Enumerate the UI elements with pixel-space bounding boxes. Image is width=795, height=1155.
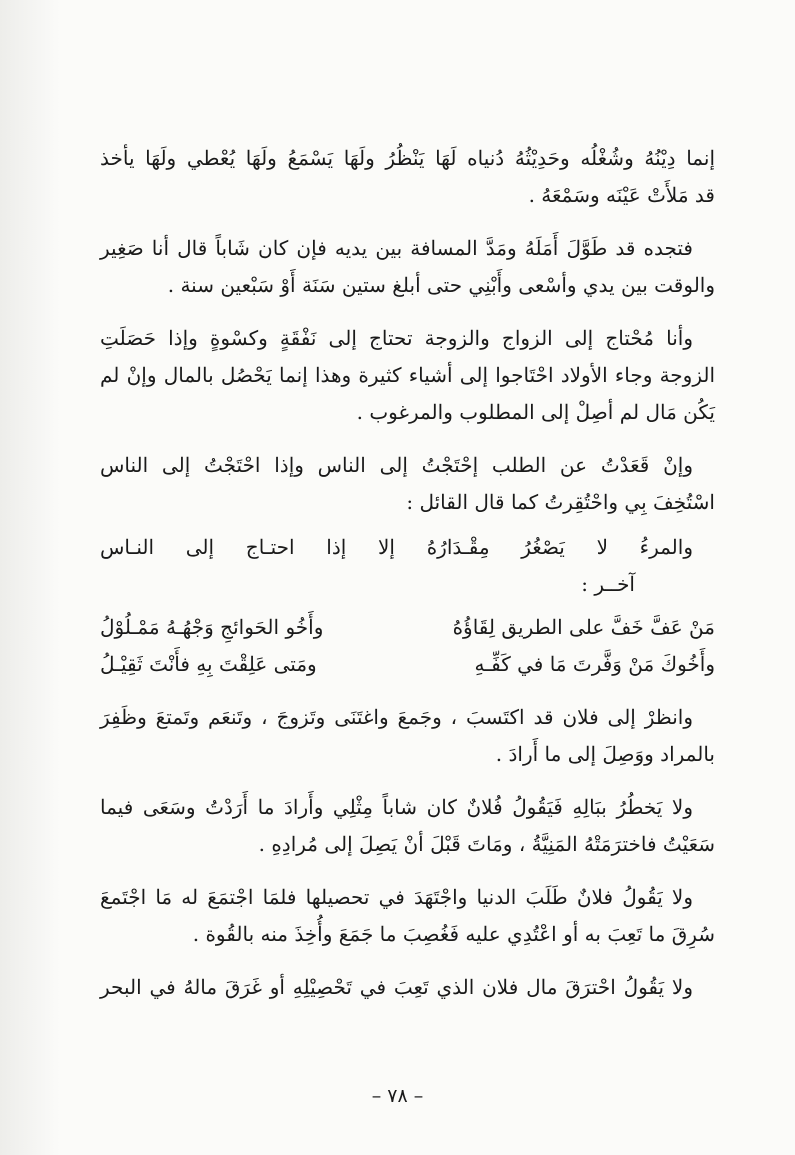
paragraph-2 bbox=[100, 230, 715, 304]
text-line: يَكُن مَال لم أصِلْ إلى المطلوب والمرغوب . bbox=[356, 400, 715, 424]
text-line: ولا يَخطُرُ ببَالِهِ فَيَقُولُ فُلانٌ كان شاباً مِثْلِي وأَرادَ ما أَرَدْتُ وسَعَى فيما bbox=[100, 795, 693, 819]
verse-couplet bbox=[100, 609, 715, 646]
text-line: اسْتُخِفَ بِي واحْتُقِرتُ كما قال القائل : bbox=[406, 490, 715, 514]
verse-couplet bbox=[100, 646, 715, 683]
verse-line: والمرءُ لا يَصْغُرُ مِقْـدَارُهُ إلا إذا احتـاج إلى النـاس bbox=[100, 535, 693, 559]
text-line: ولا يَقُولُ فلانٌ طَلَبَ الدنيا واجْتَهَدَ في تحصيلها فلمَا اجْتمَعَ له مَا اجْتَمعَ bbox=[100, 885, 693, 909]
verse-quotation-2 bbox=[100, 609, 715, 683]
text-line: سُرِقَ ما تَعِبَ به أو اعْتُدِي عليه فَغُصِبَ ما جَمَعَ وأُخِذَ منه بالقُوة . bbox=[192, 922, 715, 946]
paragraph-1 bbox=[100, 140, 715, 214]
page-body bbox=[100, 140, 715, 1022]
text-line: إنما دِيْنُهُ وشُغْلُه وحَدِيْثُهُ دُنياه لَهَا يَنْظُرُ ولَهَا يَسْمَعُ ولَهَا يُعْطي ولَهَا يأخذ bbox=[100, 146, 715, 170]
page-gutter-shadow bbox=[0, 0, 60, 1155]
text-line: وأنا مُحْتاج إلى الزواج والزوجة تحتاج إلى نَفْقَةٍ وكسْوةٍ وإذا حَصَلَتِ bbox=[100, 326, 693, 350]
paragraph-8 bbox=[100, 969, 715, 1006]
text-line: قد مَلأَتْ عَيْنَه وسَمْعَهُ . bbox=[528, 183, 715, 207]
verse-hemistich-left: وأَخُو الحَوائجِ وَجْهُـهُ مَمْـلُوْلُ bbox=[100, 615, 324, 639]
paragraph-6 bbox=[100, 789, 715, 863]
verse-hemistich-right: مَنْ عَفَّ خَفَّ على الطريق لِقَاؤُهُ bbox=[452, 615, 715, 639]
text-line: فتجده قد طَوَّلَ أَمَلَهُ ومَدَّ المسافة بين يديه فإن كان شَاباً قال أنا صَغِير bbox=[100, 236, 693, 260]
paragraph-7 bbox=[100, 879, 715, 953]
text-line: والوقت بين يدي وأسْعى وأَبْنِي حتى أبلغ ستين سَنَة أَوْ سَبْعين سنة . bbox=[167, 273, 715, 297]
text-line: ولا يَقُولُ احْترَقَ مال فلان الذي تَعِبَ في تَحْصِيْلِهِ أو غَرَقَ مالهُ في البحر bbox=[100, 975, 693, 999]
text-line: وانظرْ إلى فلان قد اكتَسبَ ، وجَمعَ واغتَنَى وتَزوجَ ، وتَنعَم وتَمتعَ وظَفِرَ bbox=[100, 705, 693, 729]
paragraph-3 bbox=[100, 320, 715, 431]
text-line: وإنْ قَعَدْتُ عن الطلب إحْتَجْتُ إلى الناس وإذا احْتَجْتُ إلى الناس bbox=[100, 453, 693, 477]
paragraph-5 bbox=[100, 699, 715, 773]
verse-attribution: آخــر : bbox=[581, 572, 635, 596]
text-line: بالمراد ووَصِلَ إلى ما أَرادَ . bbox=[495, 742, 715, 766]
page-number: – ٧٨ – bbox=[371, 1085, 424, 1107]
text-line: الزوجة وجاء الأولاد احْتَاجوا إلى أشياء كثيرة وهذا إنما يَحْصُل بالمال وإنْ لم bbox=[100, 363, 715, 387]
paragraph-4 bbox=[100, 447, 715, 521]
verse-quotation-1 bbox=[100, 529, 715, 603]
verse-hemistich-left: ومَتى عَلِقْتَ بِهِ فأَنْتَ ثَقِيْـلُ bbox=[100, 652, 317, 676]
text-line: سَعَيْتُ فاخترَمَتْهُ المَنِيَّةُ ، ومَاتَ قَبْلَ أنْ يَصِلَ إلى مُرادِهِ . bbox=[258, 832, 715, 856]
verse-hemistich-right: وأَخُوكَ مَنْ وَفَّرتَ مَا في كَفِّـهِ bbox=[474, 652, 715, 676]
